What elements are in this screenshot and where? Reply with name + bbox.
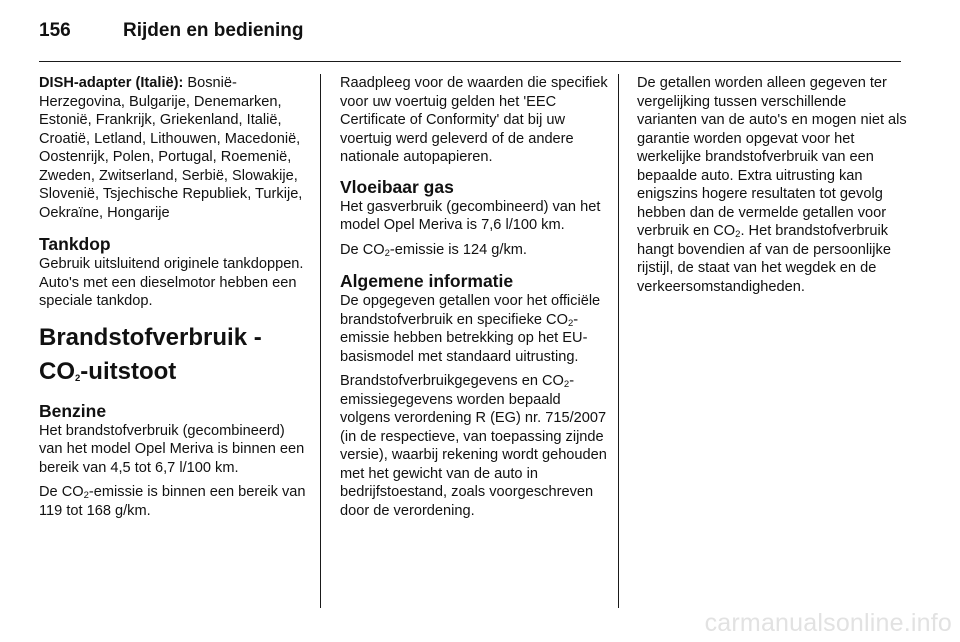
dish-adapter-paragraph xyxy=(39,74,309,222)
general-text-start: De opgegeven getallen voor het officiële brandstofverbruik en specifieke CO xyxy=(340,293,601,328)
disclaimer-subscript: 2 xyxy=(735,229,741,240)
lpg-co2-end: -emissie is 124 g/km. xyxy=(389,241,527,258)
benzine-text: Het brandstofverbruik (gecombineerd) van het model Opel Meriva is binnen een bereik van 4,5 tot 6,7 l/100 km. xyxy=(39,422,305,476)
co2-subscript: 2 xyxy=(83,490,89,501)
watermark: carmanualsonline.info xyxy=(704,609,952,637)
heading-text-end: -uitstoot xyxy=(80,357,177,385)
regulation-subscript: 2 xyxy=(563,379,570,390)
dish-adapter-label: DISH-adapter (Italië): xyxy=(39,75,184,91)
general-text-end: -emissie hebben betrekking op het EU-basismodel met standaard uitrusting. xyxy=(340,311,588,365)
lpg-text: Het gasverbruik (gecombineerd) van het model Opel Meriva is 7,6 l/100 km. xyxy=(340,198,601,233)
general-info-heading: Algemene informatie xyxy=(340,271,514,291)
dish-adapter-countries: Bosnië-Herzegovina, Bulgarije, Denemarken, Estonië, Frankrijk, Griekenland, Italië, Croatië, Letland, Lithouwen, Macedonië, Oostenrijk, Polen, Portugal, Roemenië, Zweden, Zwitserland, Serbië, Slowakije, Slovenië, Tsjechische Republiek, Turkije, Oekraïne, Hongarije xyxy=(39,75,303,221)
page-number: 156 xyxy=(39,20,71,41)
benzine-co2-text xyxy=(39,483,309,520)
benzine-heading: Benzine xyxy=(39,400,107,421)
column-3 xyxy=(637,74,908,302)
page-header xyxy=(39,17,901,45)
column-2 xyxy=(340,74,610,526)
lpg-co2-subscript: 2 xyxy=(384,247,390,259)
co2-text-end: -emissie is binnen een bereik van 119 tot 168 g/km. xyxy=(39,484,306,519)
header-rule xyxy=(39,61,901,62)
fuel-consumption-heading xyxy=(39,321,309,389)
heading-subscript: 2 xyxy=(75,372,81,384)
tankdop-text: Gebruik uitsluitend originele tankdoppen. Auto's met een dieselmotor hebben een speciale tankdop. xyxy=(39,256,304,309)
section-title: Rijden en bediening xyxy=(123,20,304,41)
regulation-text-end: -emissiegegevens worden bepaald volgens verordening R (EG) nr. 715/2007 (in de respectieve, van toepassing zijnde versie), waarbij rekening wordt gehouden met het gewicht van de auto in bedrijfstoestand, zoals voorgeschreven door de verordening. xyxy=(340,373,607,519)
tankdop-heading: Tankdop xyxy=(39,234,111,254)
lpg-co2-start: De CO xyxy=(340,241,385,258)
lpg-heading: Vloeibaar gas xyxy=(340,176,454,197)
regulation-text xyxy=(340,372,610,520)
comparison-disclaimer xyxy=(637,74,908,296)
co2-text-start: De CO xyxy=(39,484,84,500)
general-subscript: 2 xyxy=(567,317,574,329)
general-info-text xyxy=(340,292,610,366)
column-divider-1 xyxy=(320,74,321,608)
column-divider-2 xyxy=(618,74,619,608)
heading-text-start: Brandstofverbruik - CO xyxy=(39,323,262,385)
certificate-text: Raadpleeg voor de waarden die specifiek voor uw voertuig gelden het 'EEC Certificate of Conformity' dat bij uw voertuig werd geleverd of de andere nationale autopapieren. xyxy=(340,75,608,165)
regulation-text-start: Brandstofverbruikgegevens en CO xyxy=(340,373,564,389)
lpg-co2-text xyxy=(340,241,610,260)
column-1 xyxy=(39,74,309,526)
disclaimer-text-end: . Het brandstofverbruik hangt bovendien af van de persoonlijke rijstijl, de staat van het wegdek en de verkeersomstandigheden. xyxy=(637,223,891,295)
disclaimer-text-start: De getallen worden alleen gegeven ter vergelijking tussen verschillende varianten van de auto's en mogen niet als garantie worden opgevat voor het werkelijke brandstofverbruik van een bepaalde auto. Extra uitrusting kan enigszins hogere resultaten tot gevolg hebben dan de vermelde getallen voor verbruik en CO xyxy=(637,75,907,239)
